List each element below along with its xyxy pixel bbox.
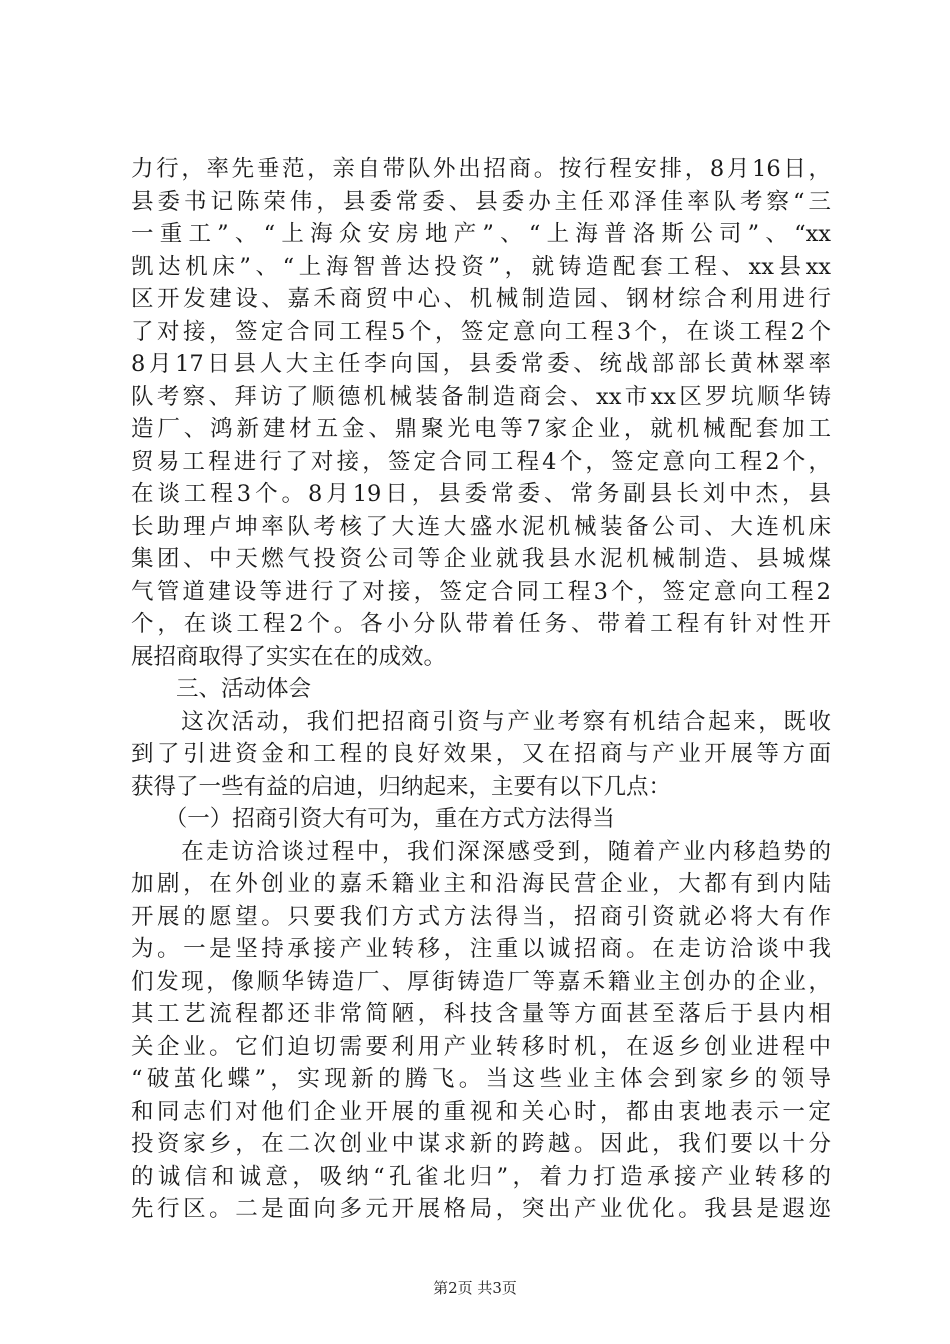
text-line: 加剧，在外创业的嘉禾籍业主和沿海民营企业，大都有到内陆: [131, 871, 831, 897]
text-line: 其工艺流程都还非常简陋，科技含量等方面甚至落后于县内相: [131, 1001, 831, 1027]
document-body: [131, 153, 831, 1226]
text-line: 集团、中天燃气投资公司等企业就我县水泥机械制造、县城煤: [131, 546, 831, 572]
page-number-footer: 第2页 共3页: [433, 1279, 517, 1297]
text-line: 在走访洽谈过程中，我们深深感受到，随着产业内移趋势的: [131, 838, 831, 865]
text-line: 开展的愿望。只要我们方式方法得当，招商引资就必将大有作: [131, 903, 831, 930]
text-line: 的诚信和诚意，吸纳“孔雀北归”，着力打造承接产业转移的: [131, 1163, 831, 1190]
text-line: 凯达机床”、“上海智普达投资”，就铸造配套工程、xx县xx: [131, 253, 831, 280]
text-line: 获得了一些有益的启迪，归纳起来，主要有以下几点：: [131, 773, 672, 800]
text-line: 在谈工程3个。8月19日，县委常委、常务副县长刘中杰，县: [131, 481, 831, 507]
text-line: 力行，率先垂范，亲自带队外出招商。按行程安排，8月16日，: [131, 156, 831, 182]
text-line: 个，在谈工程2个。各小分队带着任务、带着工程有针对性开: [131, 611, 831, 637]
text-line: 县委书记陈荣伟，县委常委、县委办主任邓泽佳率队考察“三: [131, 188, 831, 215]
text-line: 一重工”、“上海众安房地产”、“上海普洛斯公司”、“xx: [131, 221, 831, 247]
text-line: 展招商取得了实实在在的成效。: [131, 643, 447, 670]
text-line: 气管道建设等进行了对接，签定合同工程3个，签定意向工程2: [131, 578, 831, 605]
text-line: 们发现，像顺华铸造厂、厚街铸造厂等嘉禾籍业主创办的企业，: [131, 968, 831, 995]
text-line: 这次活动，我们把招商引资与产业考察有机结合起来，既收: [131, 708, 831, 735]
text-line: “破茧化蝶”，实现新的腾飞。当这些业主体会到家乡的领导: [131, 1066, 831, 1092]
text-line: 了对接，签定合同工程5个，签定意向工程3个，在谈工程2个: [131, 318, 831, 345]
subsection-heading: （一）招商引资大有可为，重在方式方法得当: [131, 806, 615, 832]
text-line: 8月17日县人大主任李向国，县委常委、统战部部长黄林翠率: [131, 351, 831, 377]
text-line: 造厂、鸿新建材五金、鼎聚光电等7家企业，就机械配套加工: [131, 416, 831, 442]
text-line: 队考察、拜访了顺德机械装备制造商会、xx市xx区罗坑顺华铸: [131, 383, 831, 410]
text-line: 为。一是坚持承接产业转移，注重以诚招商。在走访洽谈中我: [131, 936, 831, 962]
text-line: 长助理卢坤率队考核了大连大盛水泥机械装备公司、大连机床: [131, 513, 831, 540]
section-heading: 三、活动体会: [131, 676, 312, 702]
text-line: 区开发建设、嘉禾商贸中心、机械制造园、钢材综合利用进行: [131, 286, 831, 312]
text-line: 和同志们对他们企业开展的重视和关心时，都由衷地表示一定: [131, 1098, 831, 1125]
text-line: 贸易工程进行了对接，签定合同工程4个，签定意向工程2个，: [131, 448, 831, 475]
text-line: 投资家乡，在二次创业中谋求新的跨越。因此，我们要以十分: [131, 1131, 831, 1157]
text-line: 到了引进资金和工程的良好效果，又在招商与产业开展等方面: [131, 741, 831, 767]
text-line: 关企业。它们迫切需要利用产业转移时机，在返乡创业进程中: [131, 1033, 831, 1060]
text-line: 先行区。二是面向多元开展格局，突出产业优化。我县是遐迩: [131, 1196, 831, 1222]
